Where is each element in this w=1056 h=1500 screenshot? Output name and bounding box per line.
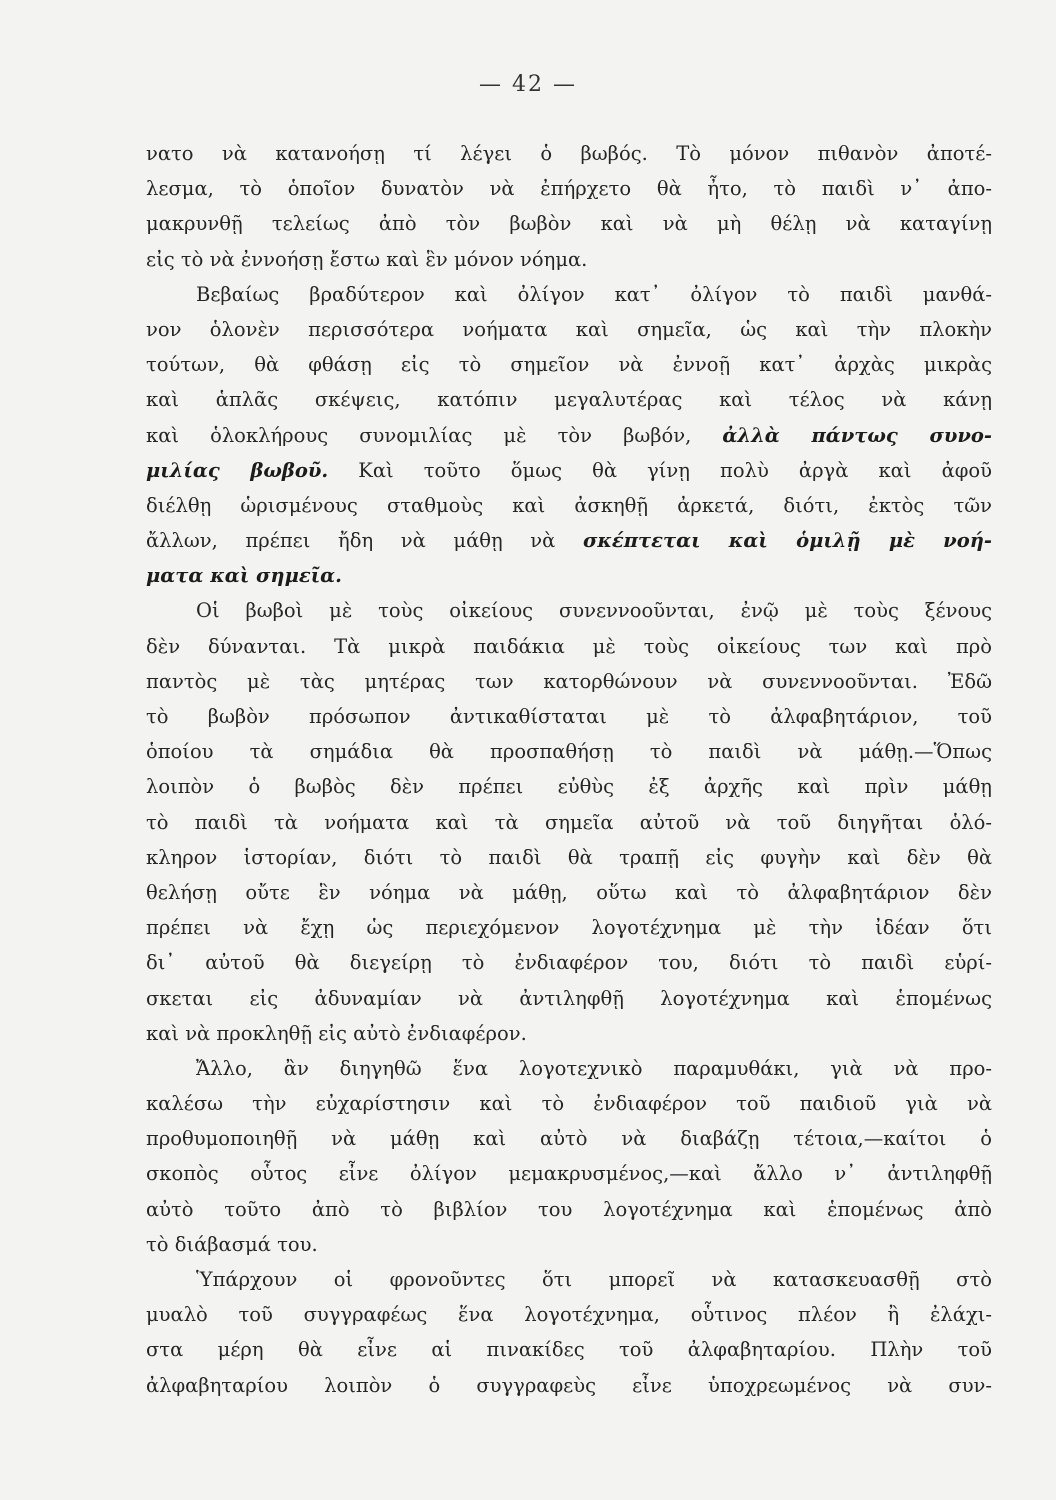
text-line [146, 277, 992, 312]
text-line [146, 1086, 992, 1121]
text-line [146, 1262, 992, 1297]
text-line [146, 1016, 992, 1051]
text-line [146, 558, 992, 593]
text-run: νατο νὰ κατανοήσῃ τί λέγει ὁ βωβός. Τὸ μόνον πιθανὸν ἀποτέ- [146, 142, 992, 165]
text-line [146, 910, 992, 945]
text-run: μυαλὸ τοῦ συγγραφέως ἕνα λογοτέχνημα, οὗτινος πλέον ἢ ἐλάχι- [146, 1303, 992, 1327]
text-line [146, 875, 992, 910]
emphasized-text: ἀλλὰ πάντως συνο- [722, 423, 992, 447]
text-line [146, 699, 992, 734]
text-run: πρέπει νὰ ἔχῃ ὡς περιεχόμενον λογοτέχνημα μὲ τὴν ἰδέαν ὅτι [146, 916, 992, 940]
text-line [146, 242, 992, 277]
text-line [146, 453, 992, 488]
text-line [146, 664, 992, 699]
text-run: τούτων, θὰ φθάσῃ εἰς τὸ σημεῖον νὰ ἐννοῇ κατ᾽ ἀρχὰς μικρὰς [146, 353, 992, 377]
text-line [146, 171, 992, 206]
text-run: σκεται εἰς ἀδυναμίαν νὰ ἀντιληφθῇ λογοτέχνημα καὶ ἑπομένως [146, 986, 992, 1010]
emphasized-text: ματα καὶ σημεῖα. [146, 564, 342, 588]
text-run: κληρον ἱστορίαν, διότι τὸ παιδὶ θὰ τραπῇ εἰς φυγὴν καὶ δὲν θὰ [146, 845, 992, 869]
text-line [146, 136, 992, 171]
text-run: μακρυνθῇ τελείως ἀπὸ τὸν βωβὸν καὶ νὰ μὴ θέλῃ νὰ καταγίνῃ [146, 212, 992, 236]
text-run: στα μέρη θὰ εἶνε αἱ πινακίδες τοῦ ἀλφαβηταρίου. Πλὴν τοῦ [146, 1338, 992, 1362]
text-run: αὐτὸ τοῦτο ἀπὸ τὸ βιβλίον του λογοτέχνημα καὶ ἑπομένως ἀπὸ [146, 1197, 992, 1221]
text-run: Ὑπάρχουν οἱ φρονοῦντες ὅτι μπορεῖ νὰ κατασκευασθῇ στὸ [196, 1268, 992, 1291]
text-run: ἄλλων, πρέπει ἤδη νὰ μάθῃ νὰ [146, 529, 583, 553]
text-line [146, 1332, 992, 1367]
text-run: εἰς τὸ νὰ ἐννοήσῃ ἔστω καὶ ἓν μόνον νόημα. [146, 247, 588, 271]
text-run: δι᾽ αὐτοῦ θὰ διεγείρῃ τὸ ἐνδιαφέρον του, διότι τὸ παιδὶ εὑρί- [146, 951, 992, 975]
text-line [146, 945, 992, 980]
text-run: σκοπὸς οὗτος εἶνε ὀλίγον μεμακρυσμένος,—καὶ ἄλλο ν᾽ ἀντιληφθῇ [146, 1162, 992, 1186]
text-line [146, 840, 992, 875]
text-run: θελήσῃ οὔτε ἓν νόημα νὰ μάθῃ, οὕτω καὶ τὸ ἀλφαβητάριον δὲν [146, 880, 992, 904]
page-number: — 42 — [479, 72, 577, 97]
text-run: καὶ ἁπλᾶς σκέψεις, κατόπιν μεγαλυτέρας καὶ τέλος νὰ κάνῃ [146, 388, 992, 412]
text-line [146, 805, 992, 840]
text-run: Ἄλλο, ἂν διηγηθῶ ἕνα λογοτεχνικὸ παραμυθάκι, γιὰ νὰ προ- [196, 1056, 992, 1080]
text-run: παντὸς μὲ τὰς μητέρας των κατορθώνουν νὰ συνεννοοῦνται. Ἐδῶ [146, 669, 992, 693]
text-line [146, 1192, 992, 1227]
text-run: τὸ βωβὸν πρόσωπον ἀντικαθίσταται μὲ τὸ ἀλφαβητάριον, τοῦ [146, 705, 992, 728]
text-run: Οἱ βωβοὶ μὲ τοὺς οἰκείους συνεννοοῦνται, ἐνῷ μὲ τοὺς ξένους [196, 599, 992, 623]
text-run: καὶ ὁλοκλήρους συνομιλίας μὲ τὸν βωβόν, [146, 423, 723, 447]
text-line [146, 1156, 992, 1191]
text-run: νον ὁλονὲν περισσότερα νοήματα καὶ σημεῖα, ὡς καὶ τὴν πλοκὴν [146, 317, 992, 341]
text-line [146, 734, 992, 769]
text-line [146, 382, 992, 417]
text-line [146, 523, 992, 558]
text-line [146, 593, 992, 628]
text-line [146, 1368, 992, 1403]
body-text [146, 136, 992, 1403]
text-run: διέλθῃ ὡρισμένους σταθμοὺς καὶ ἀσκηθῇ ἀρκετά, διότι, ἐκτὸς τῶν [146, 493, 992, 517]
text-line [146, 312, 992, 347]
text-line [146, 1121, 992, 1156]
text-line [146, 981, 992, 1016]
text-line [146, 206, 992, 241]
text-run: καὶ νὰ προκληθῇ εἰς αὐτὸ ἐνδιαφέρον. [146, 1021, 527, 1045]
text-run: Βεβαίως βραδύτερον καὶ ὀλίγον κατ᾽ ὀλίγον τὸ παιδὶ μανθά- [196, 282, 992, 306]
text-run: καλέσω τὴν εὐχαρίστησιν καὶ τὸ ἐνδιαφέρον τοῦ παιδιοῦ γιὰ νὰ [146, 1092, 992, 1116]
text-line [146, 1227, 992, 1262]
text-run: λεσμα, τὸ ὁποῖον δυνατὸν νὰ ἐπήρχετο θὰ ἦτο, τὸ παιδὶ ν᾽ ἀπο- [146, 177, 992, 201]
emphasized-text: σκέπτεται καὶ ὁμιλῇ μὲ νοή- [582, 529, 992, 553]
text-run: Καὶ τοῦτο ὅμως θὰ γίνῃ πολὺ ἀργὰ καὶ ἀφοῦ [328, 458, 992, 482]
text-line [146, 418, 992, 453]
text-run: τὸ παιδὶ τὰ νοήματα καὶ τὰ σημεῖα αὐτοῦ νὰ τοῦ διηγῆται ὁλό- [146, 810, 992, 834]
text-run: προθυμοποιηθῇ νὰ μάθῃ καὶ αὐτὸ νὰ διαβάζῃ τέτοια,—καίτοι ὁ [146, 1127, 992, 1151]
text-run: λοιπὸν ὁ βωβὸς δὲν πρέπει εὐθὺς ἐξ ἀρχῆς καὶ πρὶν μάθῃ [146, 775, 992, 799]
text-line [146, 629, 992, 664]
text-run: ὁποίου τὰ σημάδια θὰ προσπαθήσῃ τὸ παιδὶ νὰ μάθῃ.—Ὅπως [146, 740, 992, 764]
emphasized-text: μιλίας βωβοῦ. [146, 458, 329, 482]
text-run: ἀλφαβηταρίου λοιπὸν ὁ συγγραφεὺς εἶνε ὑποχρεωμένος νὰ συν- [146, 1373, 992, 1397]
text-line [146, 1051, 992, 1086]
text-line [146, 1297, 992, 1332]
text-line [146, 347, 992, 382]
text-run: τὸ διάβασμά του. [146, 1232, 318, 1256]
text-line [146, 488, 992, 523]
text-run: δὲν δύνανται. Τὰ μικρὰ παιδάκια μὲ τοὺς οἰκείους των καὶ πρὸ [146, 634, 992, 658]
text-line [146, 769, 992, 804]
